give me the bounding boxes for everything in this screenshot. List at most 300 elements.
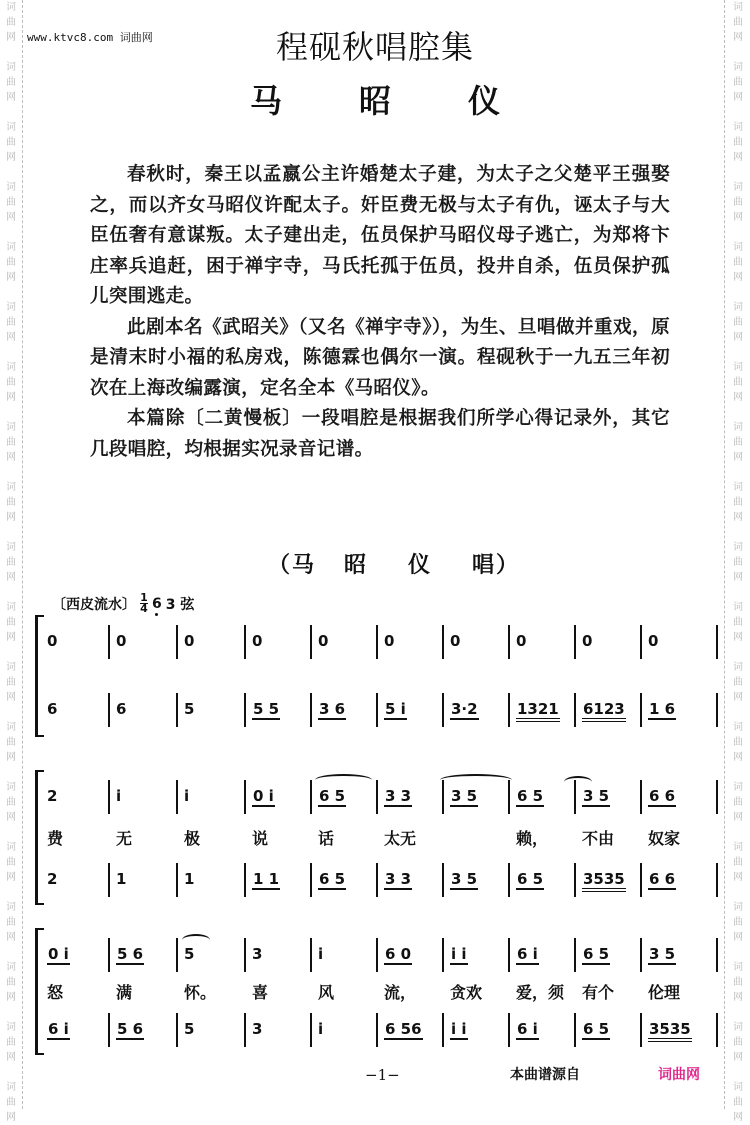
watermark-char: 词 <box>733 482 743 493</box>
note-value: 1 <box>116 870 127 888</box>
barline <box>376 693 378 727</box>
watermark-char: 曲 <box>6 797 16 808</box>
barline <box>508 863 510 897</box>
watermark-group <box>0 1020 22 1065</box>
heading-part: （马 <box>268 553 317 578</box>
watermark-group <box>725 480 750 525</box>
watermark-char: 网 <box>733 212 743 223</box>
watermark-group <box>0 660 22 705</box>
lyric-syllable: 太无 <box>384 828 417 848</box>
barline <box>310 863 312 897</box>
lyric-syllable: 无 <box>116 828 133 848</box>
watermark-group <box>725 600 750 645</box>
time-numerator: 1 <box>140 591 148 604</box>
barline <box>244 693 246 727</box>
watermark-char: 曲 <box>6 137 16 148</box>
note-value: 0 <box>318 632 329 650</box>
note-value: 1 <box>184 870 195 888</box>
watermark-char: 网 <box>6 872 16 883</box>
tune-meta <box>52 593 194 614</box>
watermark-char: 网 <box>6 212 16 223</box>
note-value: 0 <box>648 632 659 650</box>
watermark-char: 词 <box>733 842 743 853</box>
watermark-char: 曲 <box>733 857 743 868</box>
watermark-group <box>0 960 22 1005</box>
lyric-syllable: 贪欢 <box>450 982 483 1002</box>
note-value: 3535 <box>648 1020 692 1042</box>
watermark-group <box>0 420 22 465</box>
voice-row <box>35 942 720 972</box>
watermark-char: 网 <box>733 512 743 523</box>
watermark-char: 词 <box>733 602 743 613</box>
watermark-group <box>725 1020 750 1065</box>
voice-row <box>35 784 720 814</box>
watermark-char: 曲 <box>6 77 16 88</box>
barline <box>310 625 312 659</box>
barline <box>716 938 718 972</box>
note-value: i <box>184 787 190 805</box>
note-cell <box>116 629 168 653</box>
lyric-syllable: 满 <box>116 982 133 1002</box>
watermark-group <box>0 180 22 225</box>
watermark-char: 曲 <box>6 677 16 688</box>
barline <box>716 780 718 814</box>
watermark-char: 词 <box>6 722 16 733</box>
intro-paragraph: 春秋时，秦王以孟嬴公主许婚楚太子建，为太子之父楚平王强娶之，而以齐女马昭仪许配太子。奸臣费无极与太子有仇，诬太子与大臣伍奢有意谋叛。太子建出走，伍员保护马昭仪母子逃亡，为郑将卞庄率兵追赶，困于禅宇寺，马氏托孤于伍员，投井自杀，伍员保护孤儿突围逃走。 <box>90 164 670 307</box>
note-value: 2 <box>47 787 58 805</box>
barline <box>376 1013 378 1047</box>
note-value: 3 5 <box>451 870 478 888</box>
watermark-char: 网 <box>733 452 743 463</box>
watermark-char: 网 <box>733 572 743 583</box>
barline <box>176 863 178 897</box>
watermark-char: 网 <box>733 932 743 943</box>
note-value: 0 <box>384 632 395 650</box>
note-value: 1 1 <box>253 870 280 888</box>
watermark-char: 网 <box>6 32 16 43</box>
score-system <box>35 928 720 1055</box>
watermark-group <box>725 900 750 945</box>
watermark-char: 网 <box>733 872 743 883</box>
watermark-char: 曲 <box>733 197 743 208</box>
watermark-char: 词 <box>733 422 743 433</box>
watermark-group <box>725 1080 750 1125</box>
watermark-group <box>725 360 750 405</box>
watermark-char: 曲 <box>733 497 743 508</box>
slur-mark <box>564 776 592 788</box>
watermark-group <box>725 120 750 165</box>
watermark-char: 网 <box>6 692 16 703</box>
watermark-char: 网 <box>6 392 16 403</box>
note-cell <box>450 697 500 721</box>
watermark-char: 曲 <box>733 617 743 628</box>
watermark-group <box>0 120 22 165</box>
watermark-char: 词 <box>6 182 16 193</box>
watermark-char: 网 <box>733 332 743 343</box>
note-cell <box>184 867 236 891</box>
watermark-group <box>0 780 22 825</box>
barline <box>244 1013 246 1047</box>
watermark-group <box>725 660 750 705</box>
note-value: 3·2 <box>451 700 478 718</box>
watermark-char: 词 <box>733 242 743 253</box>
note-cell <box>252 942 302 966</box>
accompaniment-row <box>35 867 720 897</box>
watermark-group <box>725 720 750 765</box>
watermark-char: 词 <box>733 62 743 73</box>
barline <box>176 693 178 727</box>
barline <box>574 625 576 659</box>
barline <box>508 1013 510 1047</box>
note-value: 5 <box>184 700 195 718</box>
note-value: i <box>318 945 324 963</box>
watermark-char: 词 <box>733 782 743 793</box>
watermark-char: 词 <box>6 482 16 493</box>
note-cell <box>516 942 566 966</box>
watermark-char: 曲 <box>733 137 743 148</box>
note-cell <box>184 1017 236 1041</box>
note-cell <box>582 629 632 653</box>
barline <box>244 938 246 972</box>
barline <box>442 938 444 972</box>
note-value: 6 i <box>517 1020 538 1038</box>
note-cell <box>318 697 368 721</box>
watermark-group <box>0 600 22 645</box>
note-value: i <box>318 1020 324 1038</box>
watermark-char: 词 <box>6 1022 16 1033</box>
note-cell <box>184 784 236 808</box>
note-value: 0 i <box>253 787 274 805</box>
note-cell <box>516 867 566 891</box>
barline <box>108 625 110 659</box>
watermark-group <box>0 300 22 345</box>
watermark-char: 网 <box>733 392 743 403</box>
note-cell <box>648 629 708 653</box>
note-value: i <box>116 787 122 805</box>
string-tuning: 3 弦 <box>165 596 195 613</box>
note-value: 3 5 <box>583 787 610 805</box>
section-heading <box>268 548 520 579</box>
barline <box>508 938 510 972</box>
watermark-char: 曲 <box>6 437 16 448</box>
watermark-char: 网 <box>733 32 743 43</box>
barline <box>108 863 110 897</box>
note-cell <box>318 784 368 808</box>
note-cell <box>252 784 302 808</box>
note-cell <box>116 1017 168 1041</box>
lyric-syllable: 喜 <box>252 982 269 1002</box>
note-cell <box>450 784 500 808</box>
note-value: 5 <box>184 1020 195 1038</box>
barline <box>310 938 312 972</box>
note-cell <box>318 1017 368 1041</box>
barline <box>310 693 312 727</box>
watermark-char: 词 <box>6 302 16 313</box>
watermark-char: 曲 <box>733 437 743 448</box>
watermark-char: 词 <box>6 2 16 13</box>
watermark-char: 词 <box>733 662 743 673</box>
watermark-char: 网 <box>6 812 16 823</box>
note-value: 2 <box>47 870 58 888</box>
barline <box>574 938 576 972</box>
note-cell <box>116 867 168 891</box>
watermark-group <box>725 420 750 465</box>
watermark-char: 词 <box>6 422 16 433</box>
watermark-char: 网 <box>733 632 743 643</box>
barline <box>376 780 378 814</box>
note-value: 6 5 <box>583 1020 610 1038</box>
watermark-char: 曲 <box>6 857 16 868</box>
note-cell <box>648 1017 708 1041</box>
barline <box>244 780 246 814</box>
score-system <box>35 770 720 905</box>
watermark-char: 词 <box>6 842 16 853</box>
barline <box>574 863 576 897</box>
barline <box>574 1013 576 1047</box>
note-value: 6 i <box>517 945 538 963</box>
watermark-char: 曲 <box>733 17 743 28</box>
watermark-char: 词 <box>6 782 16 793</box>
note-cell <box>384 867 434 891</box>
watermark-group <box>0 900 22 945</box>
note-value: 5 6 <box>117 945 144 963</box>
note-value: 6123 <box>582 700 626 722</box>
note-cell <box>116 697 168 721</box>
watermark-char: 网 <box>6 992 16 1003</box>
watermark-char: 词 <box>733 1022 743 1033</box>
note-value: 0 <box>450 632 461 650</box>
barline <box>176 780 178 814</box>
heading-part: 昭 <box>344 553 369 578</box>
note-value: 6 0 <box>385 945 412 963</box>
watermark-char: 网 <box>733 1052 743 1063</box>
watermark-group <box>0 480 22 525</box>
note-value: 0 <box>516 632 527 650</box>
watermark-char: 词 <box>733 182 743 193</box>
watermark-char: 网 <box>6 572 16 583</box>
watermark-char: 网 <box>6 152 16 163</box>
watermark-char: 网 <box>6 92 16 103</box>
site-name-text: 词曲网 <box>119 31 153 44</box>
watermark-char: 网 <box>6 1052 16 1063</box>
intro-paragraph: 本篇除〔二黄慢板〕一段唱腔是根据我们所学心得记录外，其它几段唱腔，均根据实况录音记谱。 <box>90 408 670 460</box>
watermark-char: 网 <box>733 272 743 283</box>
note-value: 3 <box>252 1020 263 1038</box>
barline <box>716 863 718 897</box>
watermark-char: 曲 <box>733 677 743 688</box>
note-cell <box>252 867 302 891</box>
watermark-char: 词 <box>733 722 743 733</box>
note-cell <box>450 1017 500 1041</box>
watermark-char: 曲 <box>6 257 16 268</box>
barline <box>108 938 110 972</box>
watermark-char: 曲 <box>733 977 743 988</box>
barline <box>244 625 246 659</box>
watermark-char: 词 <box>733 542 743 553</box>
note-cell <box>47 942 100 966</box>
note-cell <box>252 1017 302 1041</box>
barline <box>108 1013 110 1047</box>
note-value: 0 <box>116 632 127 650</box>
note-value: 6 5 <box>517 870 544 888</box>
watermark-char: 词 <box>6 1082 16 1093</box>
watermark-char: 网 <box>733 992 743 1003</box>
watermark-char: 网 <box>6 332 16 343</box>
note-value: 5 i <box>385 700 406 718</box>
watermark-char: 曲 <box>733 1037 743 1048</box>
watermark-group <box>0 1080 22 1125</box>
note-cell <box>516 697 566 721</box>
lyric-syllable: 怒 <box>47 982 64 1002</box>
watermark-char: 词 <box>6 542 16 553</box>
note-value: 6 6 <box>649 787 676 805</box>
barline <box>508 693 510 727</box>
lyric-syllable: 怀。 <box>184 982 217 1002</box>
barline <box>108 780 110 814</box>
barline <box>640 938 642 972</box>
heading-part: 唱） <box>472 553 521 578</box>
watermark-char: 曲 <box>6 557 16 568</box>
note-cell <box>384 629 434 653</box>
lyric-syllable: 说 <box>252 828 269 848</box>
note-value: 5 <box>184 945 195 963</box>
lyric-syllable: 费 <box>47 828 64 848</box>
lyric-syllable: 不由 <box>582 828 615 848</box>
watermark-char: 网 <box>733 692 743 703</box>
watermark-char: 词 <box>6 602 16 613</box>
barline <box>176 938 178 972</box>
note-cell <box>47 1017 100 1041</box>
note-cell <box>648 942 708 966</box>
note-value: 5 6 <box>117 1020 144 1038</box>
watermark-char: 网 <box>733 92 743 103</box>
note-value: 0 <box>184 632 195 650</box>
watermark-char: 曲 <box>6 317 16 328</box>
watermark-char: 曲 <box>6 197 16 208</box>
watermark-char: 词 <box>6 902 16 913</box>
watermark-char: 词 <box>733 2 743 13</box>
barline <box>574 693 576 727</box>
watermark-char: 曲 <box>6 497 16 508</box>
watermark-char: 曲 <box>6 977 16 988</box>
note-cell <box>318 942 368 966</box>
slur-mark <box>315 774 372 786</box>
watermark-char: 曲 <box>6 1037 16 1048</box>
note-cell <box>116 942 168 966</box>
watermark-group <box>725 840 750 885</box>
note-cell <box>318 867 368 891</box>
collection-title: 程砚秋唱腔集 <box>275 28 474 66</box>
note-cell <box>450 629 500 653</box>
note-cell <box>384 1017 434 1041</box>
barline <box>716 1013 718 1047</box>
note-value: 0 i <box>48 945 69 963</box>
barline <box>640 1013 642 1047</box>
watermark-char: 网 <box>6 512 16 523</box>
note-cell <box>47 867 100 891</box>
watermark-char: 曲 <box>733 1097 743 1108</box>
note-cell <box>582 697 632 721</box>
watermark-char: 曲 <box>6 377 16 388</box>
barline <box>640 863 642 897</box>
watermark-group <box>725 540 750 585</box>
note-value: 6 5 <box>319 870 346 888</box>
watermark-char: 曲 <box>733 557 743 568</box>
barline <box>176 625 178 659</box>
barline <box>640 693 642 727</box>
note-value: 3 5 <box>649 945 676 963</box>
time-denominator: 4 <box>140 602 148 615</box>
note-value: 0 <box>47 632 58 650</box>
watermark-char: 词 <box>6 122 16 133</box>
note-cell <box>116 784 168 808</box>
note-value: 3535 <box>582 870 626 892</box>
heading-part: 仪 <box>408 553 433 578</box>
watermark-char: 网 <box>6 632 16 643</box>
lyric-syllable: 伦理 <box>648 982 681 1002</box>
barline <box>108 693 110 727</box>
note-value: 0 <box>252 632 263 650</box>
note-value: 6 <box>47 700 58 718</box>
note-cell <box>318 629 368 653</box>
note-value: 3 6 <box>319 700 346 718</box>
lyric-syllable: 流， <box>384 982 417 1002</box>
watermark-char: 词 <box>733 122 743 133</box>
note-value: 6 5 <box>583 945 610 963</box>
watermark-group <box>0 540 22 585</box>
note-value: 6 5 <box>517 787 544 805</box>
barline <box>310 780 312 814</box>
watermark-char: 曲 <box>733 377 743 388</box>
note-cell <box>384 784 434 808</box>
score-system <box>35 615 720 737</box>
note-cell <box>384 942 434 966</box>
accompaniment-row <box>35 697 720 727</box>
watermark-char: 词 <box>6 62 16 73</box>
note-cell <box>450 867 500 891</box>
note-value: 3 5 <box>451 787 478 805</box>
lyric-syllable: 话 <box>318 828 335 848</box>
note-cell <box>516 784 566 808</box>
watermark-char: 网 <box>733 152 743 163</box>
watermark-char: 词 <box>733 1082 743 1093</box>
note-cell <box>648 697 708 721</box>
watermark-group <box>725 180 750 225</box>
watermark-group <box>0 840 22 885</box>
source-label: 本曲谱源自 <box>510 1067 580 1083</box>
barline <box>376 938 378 972</box>
watermark-char: 网 <box>6 1112 16 1123</box>
watermark-char: 词 <box>6 362 16 373</box>
note-value: 1321 <box>516 700 560 722</box>
watermark-char: 曲 <box>733 917 743 928</box>
watermark-group <box>725 780 750 825</box>
barline <box>244 863 246 897</box>
note-cell <box>648 784 708 808</box>
watermark-char: 词 <box>6 662 16 673</box>
watermark-char: 曲 <box>733 77 743 88</box>
time-signature <box>140 593 148 614</box>
lyric-syllable: 爱，须 <box>516 982 565 1002</box>
opera-title-char: 马 <box>250 82 283 120</box>
barline <box>716 625 718 659</box>
note-value: 0 <box>582 632 593 650</box>
right-watermark-column <box>724 0 750 1123</box>
watermark-char: 网 <box>6 272 16 283</box>
lyric-syllable: 赖， <box>516 828 549 848</box>
watermark-group <box>0 240 22 285</box>
accompaniment-row <box>35 1017 720 1047</box>
